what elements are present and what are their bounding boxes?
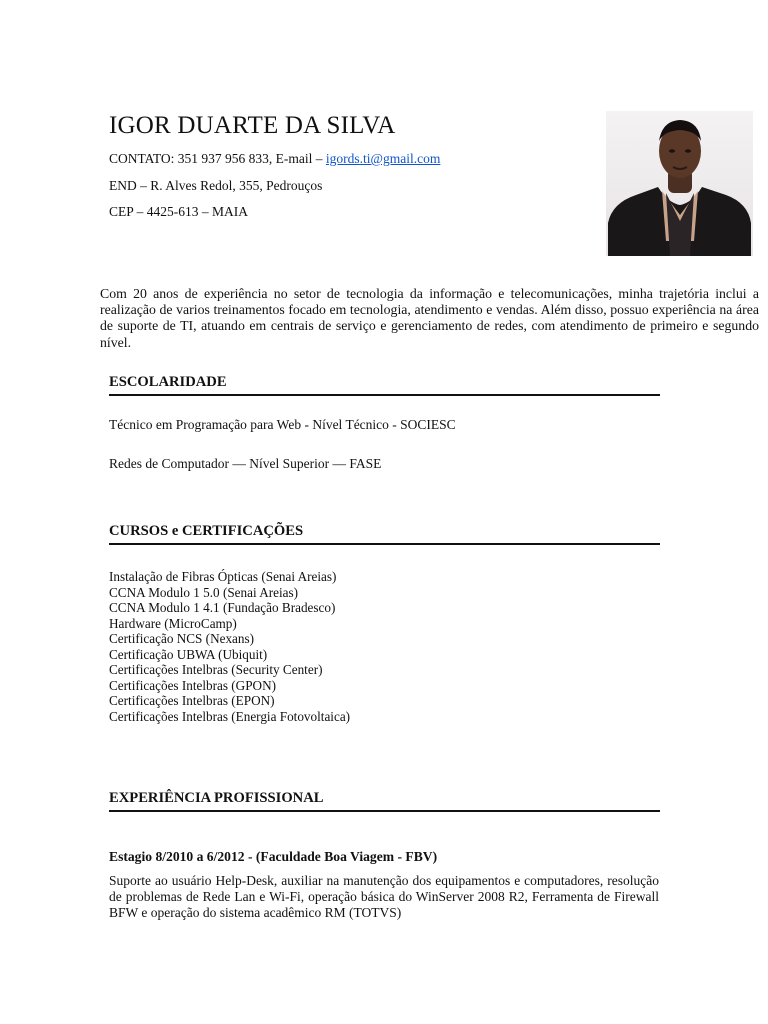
resume-name: IGOR DUARTE DA SILVA xyxy=(109,112,396,139)
section-title-education: ESCOLARIDADE xyxy=(109,374,660,396)
certification-item: Certificação UBWA (Ubiquit) xyxy=(109,646,268,662)
certification-item: CCNA Modulo 1 4.1 (Fundação Bradesco) xyxy=(109,600,336,615)
contact-line xyxy=(109,151,440,167)
email-link[interactable]: igords.ti@gmail.com xyxy=(325,151,441,166)
profile-photo xyxy=(606,111,753,256)
education-item: Técnico em Programação para Web - Nível Técnico - SOCIESC xyxy=(109,417,456,432)
certification-item: Instalação de Fibras Ópticas (Senai Areias) xyxy=(109,569,337,584)
certification-item: Certificações Intelbras (Security Center) xyxy=(109,662,323,677)
certification-item: Certificações Intelbras (Energia Fotovoltaica) xyxy=(109,708,351,724)
job-title: Estagio 8/2010 a 6/2012 - (Faculdade Boa Viagem - FBV) xyxy=(109,849,438,864)
certification-item: Hardware (MicroCamp) xyxy=(109,615,237,631)
cep-line: CEP – 4425-613 – MAIA xyxy=(109,204,249,219)
certifications-list xyxy=(109,569,350,724)
education-item: Redes de Computador — Nível Superior — FASE xyxy=(109,456,382,471)
address-line: END – R. Alves Redol, 355, Pedrouços xyxy=(109,178,323,193)
section-title-experience: EXPERIÊNCIA PROFISSIONAL xyxy=(109,790,660,812)
certification-item: Certificação NCS (Nexans) xyxy=(109,631,255,646)
certification-item: Certificações Intelbras (GPON) xyxy=(109,677,276,693)
section-title-courses: CURSOS e CERTIFICAÇÕES xyxy=(109,523,660,545)
job-description: Suporte ao usuário Help-Desk, auxiliar na manutenção dos equipamentos e computadores, resolução de problemas de Rede Lan e Wi-Fi, operação básica do WinServer 2008 R2, Ferramenta de Firewall BFW e operação do sistema acadêmico RM (TOTVS) xyxy=(109,873,659,921)
certification-item: Certificações Intelbras (EPON) xyxy=(109,693,275,708)
professional-summary: Com 20 anos de experiência no setor de tecnologia da informação e telecomunicações, minha trajetória inclui a realização de varios treinamentos focado em tecnologia, atendimento e vendas. Além disso, possuo experiência na área de suporte de TI, atuando em centrais de serviço e gerenciamento de redes, com atendimento de primeiro e segundo nível. xyxy=(100,286,759,350)
contact-phone: CONTATO: 351 937 956 833, E-mail – xyxy=(109,151,326,166)
certification-item: CCNA Modulo 1 5.0 (Senai Areias) xyxy=(109,584,299,600)
